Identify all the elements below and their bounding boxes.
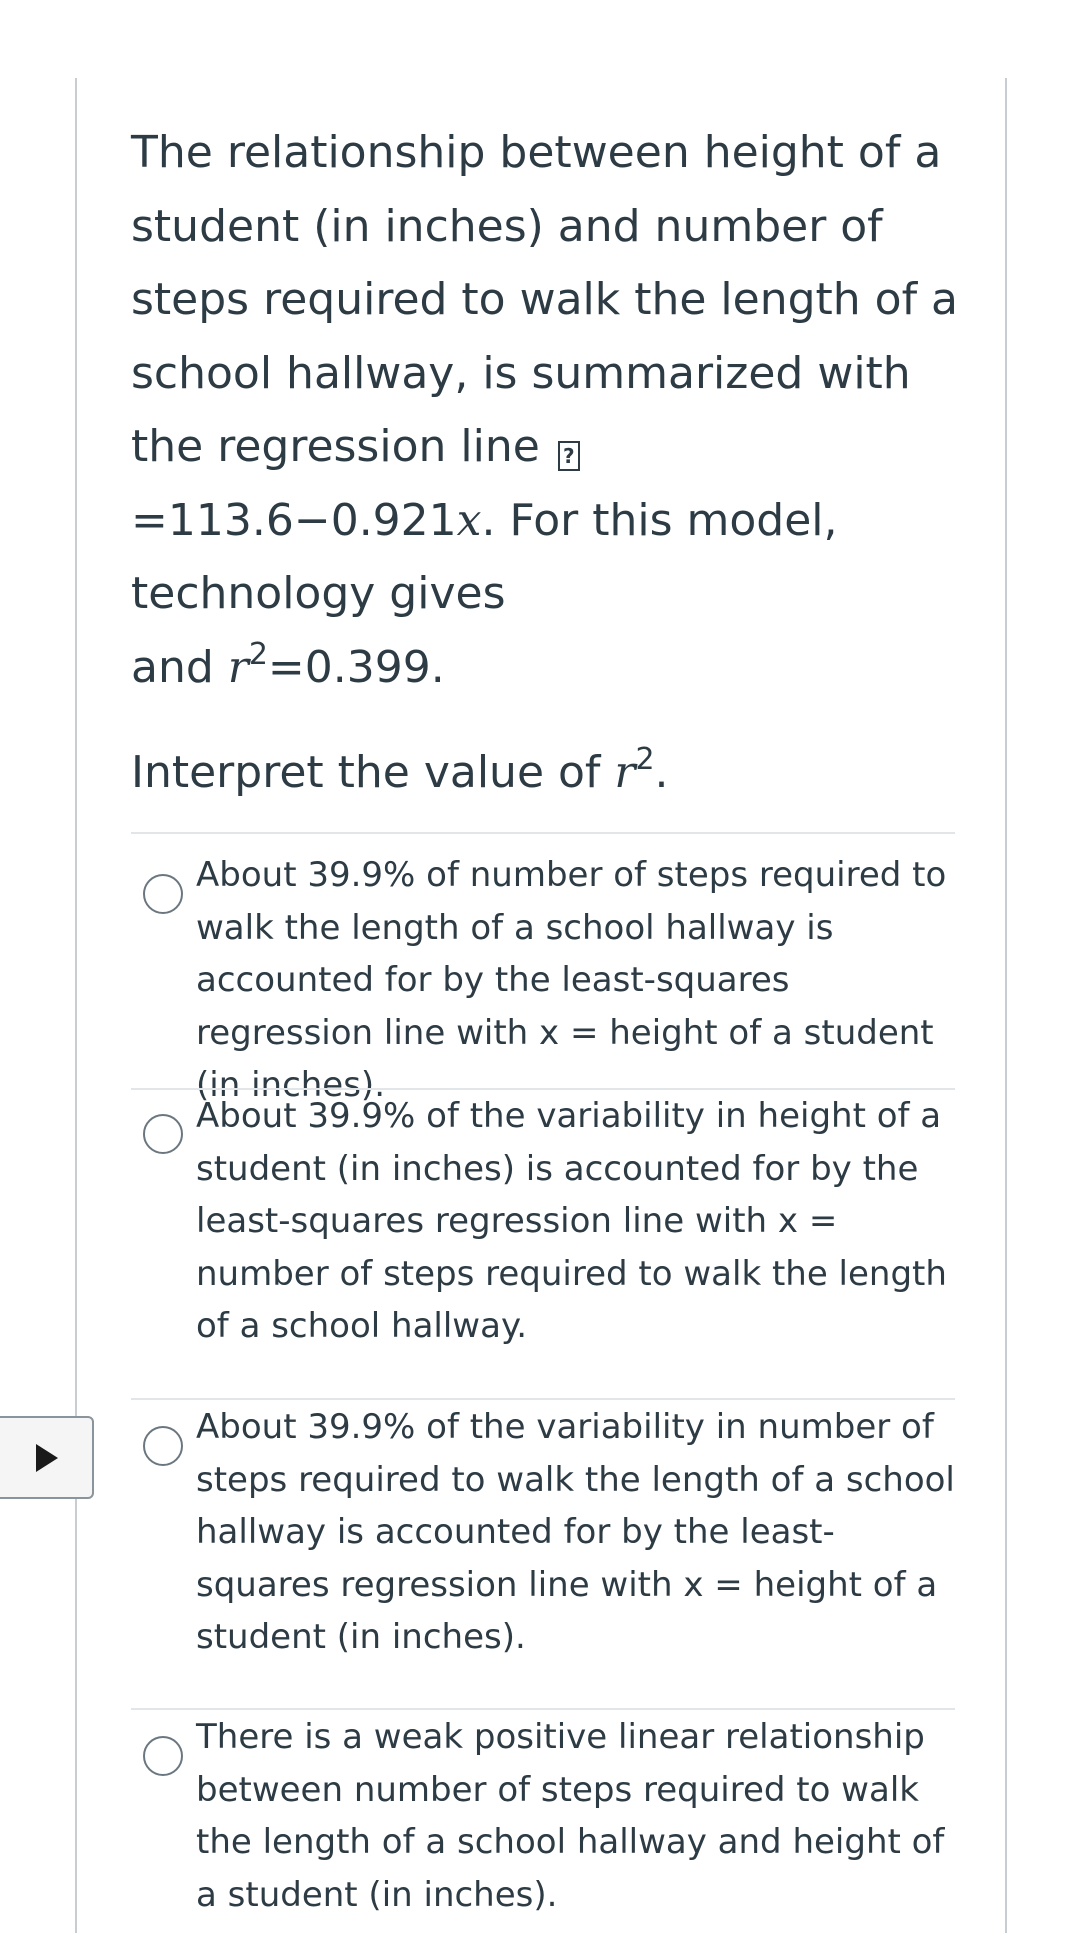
question-body: The relationship between height of a student (in inches) and number of steps required to walk the length of a school hallway, is summarized with the regression line ? =113.6−0.921x. For this model, technology gives and $r^2=0.399$. — [131, 127, 959, 693]
answer-option-label[interactable]: About 39.9% of the variability in height of a student (in inches) is accounted for by the least-squares regression line with x = number of steps required to walk the length of a school hallway. — [196, 1096, 947, 1346]
radio-button-2[interactable] — [143, 1114, 183, 1154]
answer-option-label[interactable]: About 39.9% of the variability in number of steps required to walk the length of a school hallway is accounted for by the least-squares regression line with x = height of a student (in inches). — [196, 1407, 955, 1657]
play-icon — [36, 1444, 58, 1472]
answer-list — [131, 832, 955, 1958]
missing-glyph-icon: ? — [558, 441, 580, 471]
radio-button-1[interactable] — [143, 874, 183, 914]
answer-option-2[interactable] — [131, 1088, 955, 1398]
answer-option-label[interactable]: There is a weak positive linear relationship between number of steps required to walk the length of a school hallway and height of a student (in inches). — [196, 1717, 945, 1915]
question-text — [131, 116, 961, 810]
expand-panel-button[interactable] — [0, 1416, 94, 1499]
question-prompt: Interpret the value of $r^2$. — [131, 742, 669, 798]
radio-button-3[interactable] — [143, 1426, 183, 1466]
question-card — [75, 78, 1007, 1933]
answer-option-3[interactable] — [131, 1398, 955, 1708]
radio-button-4[interactable] — [143, 1736, 183, 1776]
answer-option-4[interactable] — [131, 1708, 955, 1958]
answer-option-1[interactable] — [131, 832, 955, 1105]
answer-option-label[interactable]: About 39.9% of number of steps required to walk the length of a school hallway is accounted for by the least-squares regression line with x = height of a student (in inches). — [196, 855, 947, 1105]
